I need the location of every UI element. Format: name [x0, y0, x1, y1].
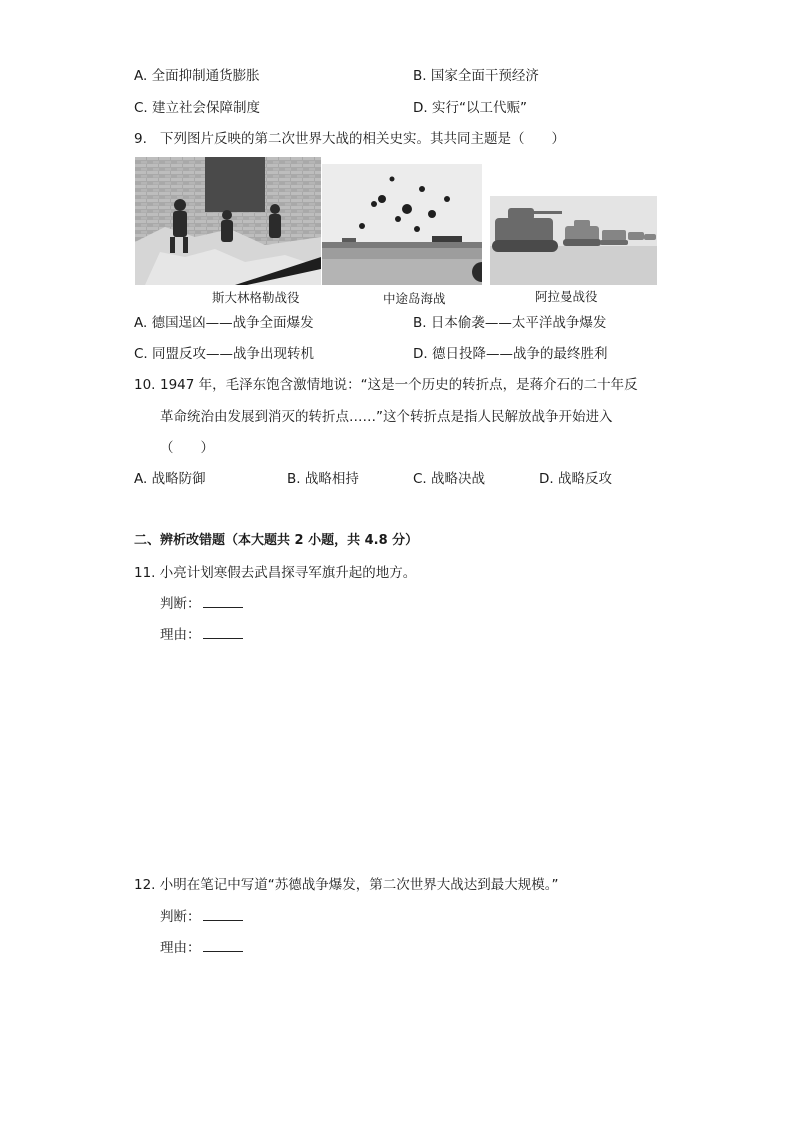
q11-reason-blank[interactable]	[203, 626, 243, 639]
q8-option-d: D. 实行“以工代赈”	[413, 100, 527, 116]
q9-stem: 下列图片反映的第二次世界大战的相关史实。其共同主题是（ ）	[160, 131, 565, 147]
q11-stem: 11. 小亮计划寒假去武昌探寻军旗升起的地方。	[134, 565, 417, 581]
q12-stem: 12. 小明在笔记中写道“苏德战争爆发，第二次世界大战达到最大规模。”	[134, 877, 559, 893]
q10-stem-line3: （ ）	[160, 440, 214, 456]
q11-judge[interactable]	[160, 595, 243, 613]
q11-judge-label: 判断：	[160, 596, 201, 612]
q8-option-a: A. 全面抑制通货膨胀	[134, 68, 260, 84]
q9-option-a: A. 德国逞凶——战争全面爆发	[134, 315, 314, 331]
q8-option-c: C. 建立社会保障制度	[134, 100, 261, 116]
q10-stem-line1: 1947 年，毛泽东饱含激情地说：“这是一个历史的转折点，是蒋介石的二十年反	[160, 377, 638, 393]
q8-option-b: B. 国家全面干预经济	[413, 68, 539, 84]
q12-reason[interactable]	[160, 939, 243, 957]
q11-reason[interactable]	[160, 626, 243, 644]
q12-reason-label: 理由：	[160, 940, 201, 956]
q9-option-c: C. 同盟反攻——战争出现转机	[134, 346, 315, 362]
q10-stem-line2: 革命统治由发展到消灭的转折点……”这个转折点是指人民解放战争开始进入	[160, 409, 613, 425]
q10-option-a: A. 战略防御	[134, 471, 206, 487]
stalingrad-caption: 斯大林格勒战役	[212, 290, 300, 305]
q11-judge-blank[interactable]	[203, 595, 243, 608]
q9-option-b: B. 日本偷袭——太平洋战争爆发	[413, 315, 607, 331]
q10-option-b: B. 战略相持	[287, 471, 359, 487]
el-alamein-caption: 阿拉曼战役	[535, 289, 598, 304]
q9-option-d: D. 德日投降——战争的最终胜利	[413, 346, 608, 362]
q10-option-c: C. 战略决战	[413, 471, 486, 487]
el-alamein-photo	[490, 196, 657, 285]
q9-number: 9.	[134, 131, 147, 147]
midway-photo	[322, 164, 482, 285]
q12-judge[interactable]	[160, 908, 243, 926]
q10-option-d: D. 战略反攻	[539, 471, 612, 487]
stalingrad-photo	[135, 157, 321, 285]
q12-judge-label: 判断：	[160, 909, 201, 925]
q12-judge-blank[interactable]	[203, 908, 243, 921]
midway-caption: 中途岛海战	[383, 291, 446, 306]
q10-number: 10.	[134, 377, 156, 393]
section-title: 二、辨析改错题（本大题共 2 小题，共 4.8 分）	[134, 533, 419, 548]
q11-reason-label: 理由：	[160, 627, 201, 643]
q12-reason-blank[interactable]	[203, 939, 243, 952]
